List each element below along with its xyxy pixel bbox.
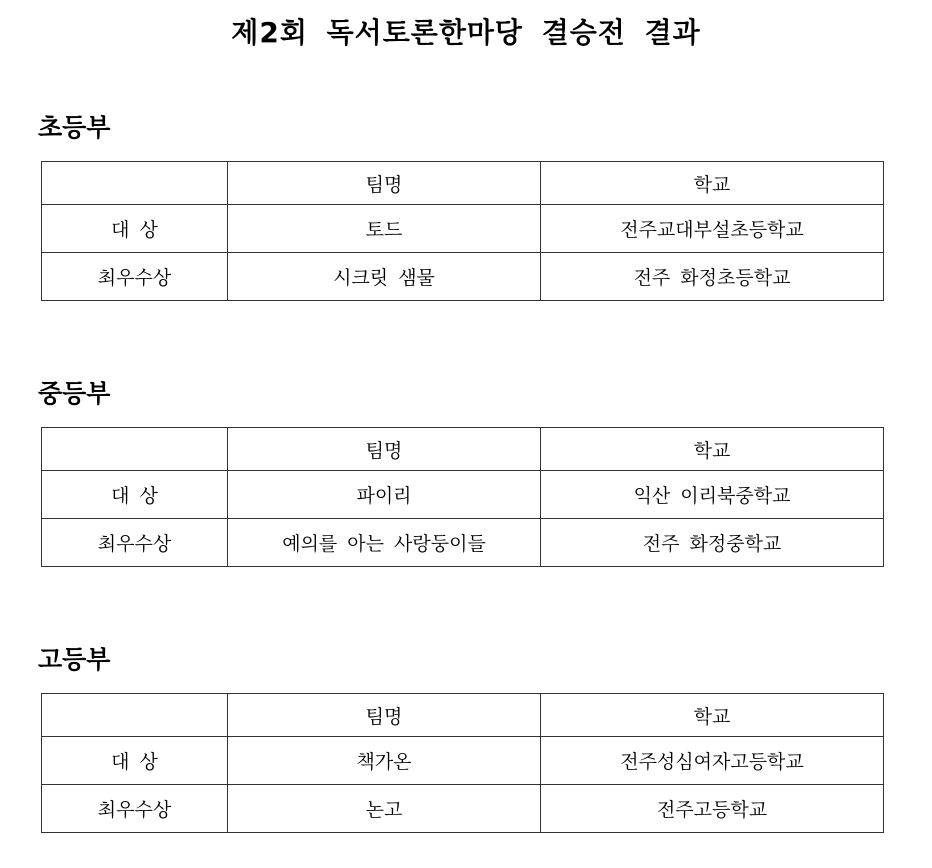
school-cell: 익산 이리북중학교 bbox=[541, 471, 884, 519]
table-row bbox=[42, 253, 884, 301]
team-cell: 시크릿 샘물 bbox=[228, 253, 541, 301]
table-header-row bbox=[42, 694, 884, 737]
award-cell: 최우수상 bbox=[42, 519, 228, 567]
school-cell: 전주 화정중학교 bbox=[541, 519, 884, 567]
header-cell-empty bbox=[42, 694, 228, 737]
page-title: 제2회 독서토론한마당 결승전 결과 bbox=[231, 16, 701, 49]
table-row bbox=[42, 785, 884, 833]
results-table-elementary bbox=[41, 161, 884, 301]
team-cell: 토드 bbox=[228, 205, 541, 253]
award-cell: 대 상 bbox=[42, 205, 228, 253]
team-cell: 논고 bbox=[228, 785, 541, 833]
section-heading-middle: 중등부 bbox=[38, 379, 111, 408]
header-cell-empty bbox=[42, 162, 228, 205]
team-cell: 파이리 bbox=[228, 471, 541, 519]
award-cell: 최우수상 bbox=[42, 785, 228, 833]
header-cell-school: 학교 bbox=[541, 694, 884, 737]
header-cell-team: 팀명 bbox=[228, 694, 541, 737]
school-cell: 전주교대부설초등학교 bbox=[541, 205, 884, 253]
table-row bbox=[42, 519, 884, 567]
table-row bbox=[42, 737, 884, 785]
school-cell: 전주성심여자고등학교 bbox=[541, 737, 884, 785]
award-cell: 최우수상 bbox=[42, 253, 228, 301]
table-header-row bbox=[42, 162, 884, 205]
results-table-high bbox=[41, 693, 884, 833]
header-cell-school: 학교 bbox=[541, 428, 884, 471]
school-cell: 전주고등학교 bbox=[541, 785, 884, 833]
results-table-middle bbox=[41, 427, 884, 567]
header-cell-team: 팀명 bbox=[228, 162, 541, 205]
team-cell: 예의를 아는 사랑둥이들 bbox=[228, 519, 541, 567]
award-cell: 대 상 bbox=[42, 737, 228, 785]
school-cell: 전주 화정초등학교 bbox=[541, 253, 884, 301]
header-cell-team: 팀명 bbox=[228, 428, 541, 471]
table-header-row bbox=[42, 428, 884, 471]
header-cell-empty bbox=[42, 428, 228, 471]
header-cell-school: 학교 bbox=[541, 162, 884, 205]
table-row bbox=[42, 471, 884, 519]
award-cell: 대 상 bbox=[42, 471, 228, 519]
table-row bbox=[42, 205, 884, 253]
team-cell: 책가온 bbox=[228, 737, 541, 785]
section-heading-elementary: 초등부 bbox=[38, 113, 111, 142]
section-heading-high: 고등부 bbox=[38, 645, 111, 674]
